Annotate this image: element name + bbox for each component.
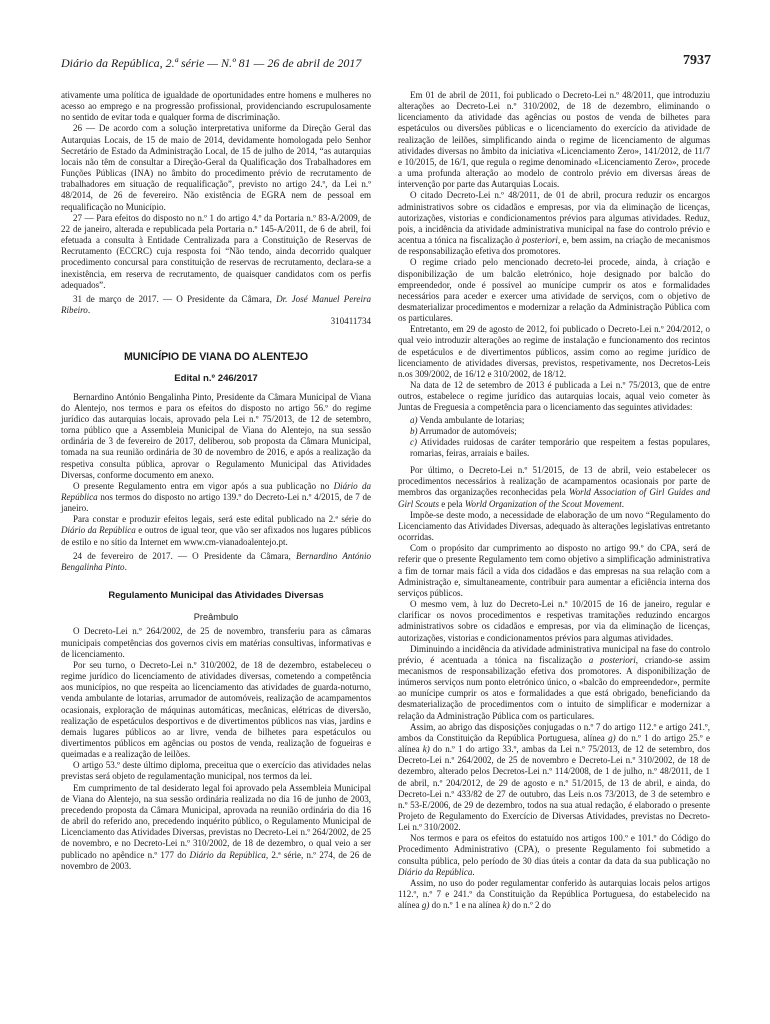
list-text: Atividades ruidosas de caráter temporário que respeitem a festas populares, romarias, feiras, arraiais e bailes. [410,436,710,458]
text-run: do n.º 1 do artigo 25.º e alínea [398,732,710,755]
paragraph: Entretanto, em 29 de agosto de 2012, foi publicado o Decreto-Lei n.º 204/2012, o qual veio introduzir alterações ao regime de instalação e funcionamento dos recintos de espetáculos e de divertimentos públicos, assim como ao regime jurídico de licenciamento de atividades diversas, previstos, respetivamente, nos Decretos-Leis n.os 309/2002, de 16/12 e 310/2002, de 18/12. [398,324,710,379]
italic-run: g) [608,732,616,743]
paragraph: O Decreto-Lei n.º 264/2002, de 25 de novembro, transferiu para as câmaras municipais competências dos governos civis em matérias consultivas, informativas e de licenciamento. [61,626,371,659]
text-run: Em cumprimento de tal desiderato legal foi aprovado pela Assembleia Municipal de Viana do Alentejo, na sua sessão ordinária realizada no dia 16 de junho de 2003, precedendo proposta da Câmara Municipal, aprovada na reunião ordinária do dia 16 de abril do referido ano, precedendo inquérito público, o Regulamento Municipal de Licenciamento das Atividades Diversas, previstas no Decreto-Lei n.º 264/2002, de 25 de novembro, e no Decreto-Lei n.º 310/2002, de 18 de dezembro, o qual veio a ser publicado no apêndice n.º 177 do [61,782,371,860]
paragraph: Bernardino António Bengalinha Pinto, Presidente da Câmara Municipal de Viana do Alentejo, nos termos e para os efeitos do disposto no artigo 56.º do regime jurídico das autarquias locais, aprovado pela Lei n.º 75/2013, de 12 de setembro, torna público que a Assembleia Municipal de Viana do Alentejo, na sua sessão ordinária de 3 de fevereiro de 2017, deliberou, sob proposta da Câmara Municipal, tomada na sua reunião ordinária de 30 de novembro de 2016, e após a realização da respetiva consulta pública, aprovar o Regulamento Municipal das Atividades Diversas, conforme documento em anexo. [61,391,371,480]
list-item [410,437,710,459]
signature-line [61,294,371,316]
text-run: Para constar e produzir efeitos legais, será este edital publicado na 2.ª série do [73,514,371,525]
paragraph: O mesmo vem, à luz do Decreto-Lei n.º 10/2015 de 16 de janeiro, regular e clarificar os novos procedimentos e respetivas tramitações reduzindo encargos administrativos sobre os cidadãos e empresas, por via da eliminação de licenças, autorizações, vistorias e condicionamentos prévios para algumas atividades. [398,599,710,643]
text-run: nos termos do disposto no artigo 139.º do Decreto-Lei n.º 4/2015, de 7 de janeiro. [61,492,371,514]
paragraph [61,514,371,547]
list-label: c) [410,436,418,447]
text-run: , criando-se assim mecanismos de responsabilização efetiva dos promotores. A disponibilização de inúmeros serviços num ponto eletrónico único, o «balcão do empreendedor», permite ao munícipe cumprir os atos e formalidades a que está obrigado, beneficiando da desmaterialização de procedimentos com o intuito de simplificar e modernizar a relação da Administração Pública com os particulares. [398,654,710,721]
paragraph [398,644,710,722]
reference-number: 310411734 [330,316,371,327]
paragraph: Por seu turno, o Decreto-Lei n.º 310/2002, de 18 de dezembro, estabeleceu o regime jurídico do licenciamento de atividades diversas, cometendo a competência aos municípios, no que respeita ao licenciamento das atividades de guarda-noturno, venda ambulante de lotarias, arrumador de automóveis, realização de acampamentos ocasionais, exploração de máquinas automáticas, mecânicas, elétricas de diversão, realização de espetáculos desportivos e de divertimentos públicos nas vias, jardins e demais lugares públicos ao ar livre, venda de bilhetes para espetáculos ou divertimentos públicos em agências ou postos de venda, realização de fogueiras e queimadas e a realização de leilões. [61,659,371,760]
italic-run: Diário da República [61,480,371,502]
text-run: . [472,866,475,877]
running-header [61,53,711,72]
text-run: Por último, o Decreto-Lei n.º 51/2015, de 13 de abril, veio estabelecer os procedimentos necessários à realização de acampamentos ocasionais por parte de membros das organizações reconhecidas pela [398,465,710,498]
italic-run: Diário da República [398,866,473,877]
municipality-heading: MUNICÍPIO DE VIANA DO ALENTEJO [124,351,308,364]
text-run: do n.º 1 e na alínea [429,900,503,911]
paragraph [398,190,710,257]
italic-run: Diário da República [61,525,136,536]
list-item [410,426,710,437]
regulation-title: Regulamento Municipal das Atividades Diversas [108,589,324,601]
paragraph [61,481,371,514]
paragraph: Em 01 de abril de 2011, foi publicado o Decreto-Lei n.º 48/2011, que introduziu alterações ao Decreto-Lei n.º 310/2002, de 18 de dezembro, eliminando o licenciamento da atividade das agências ou postos de venda de bilhetes para espetáculos ou diversões públicas e o licenciamento do exercício da atividade de realização de leilões, simplificando ainda o regime de licenciamento de algumas atividades diversas no âmbito da iniciativa «Licenciamento Zero», 141/2012, de 11/7 e 10/2015, de 16/1, que regula o regime denominado «Licenciamento Zero», procede a uma profunda alteração ao modelo de controlo prévio em diversas áreas de intervenção por parte das Autarquias Locais. [398,90,710,190]
signature-end: . [124,561,127,572]
text-run: Assim, ao abrigo das disposições conjugadas o n.º 7 do artigo 112.º e artigo 241.º, ambos da Constituição da República Portuguesa, alínea [398,721,710,743]
paragraph [398,465,710,510]
list-label: b) [410,425,418,436]
signature-date: 31 de março de 2017. — O Presidente da Câmara, [73,293,277,304]
list-text: Venda ambulante de lotarias; [417,414,525,425]
paragraph: Na data de 12 de setembro de 2013 é publicada a Lei n.º 75/2013, que de entre outros, estabelece o regime jurídico das autarquias locais, aqual veio cometer às Juntas de Freguesia a competência para o licenciamento das seguintes atividades: [398,380,710,413]
text-run: 2.ª série, n.º 274, de 26 de novembro de 2003. [61,849,372,871]
text-run: do n.º 1 do artigo 33.º, ambas da Lei n.º 75/2013, de 12 de setembro, dos Decreto-Lei n.º 264/2002, de 25 de novembro e Decreto-Lei n.º 310/2002, de 18 de dezembro, alterado pelos Decretos-Lei n.º 114/2008, de 1 de julho, n.º 48/2011, de 1 de abril, n.º 204/2012, de 29 de agosto e n.º 51/2015, de 13 de abril, e ainda, do Decreto-Lei n.º 433/82 de 27 de outubro, das Leis n.os 73/2013, de 3 de setembro e n.º 53-E/2006, de 29 de dezembro, todos na sua atual redação, é elaborado o presente Projeto de Regulamento do Exercício de Diversas Atividades, previstas no Decreto-Lei n.º 310/2002. [398,744,710,833]
text-run: e outros de igual teor, que vão ser afixados nos lugares públicos de estilo e no sítio da Internet em www.cm-vianadoalentejo.pt. [61,525,371,547]
list-item [410,415,710,426]
preamble-heading: Preâmbulo [193,612,239,623]
journal-title: Diário da República, 2.ª série — N.º 81 — 26 de abril de 2017 [61,56,362,70]
paragraph [398,833,710,878]
italic-run: a posteriori [588,654,636,665]
italic-run: World Organization of the Scout Movement [464,498,622,509]
signatory-name: Bernardino António Bengalinha Pinto [61,550,371,572]
italic-run: à posteriori [515,235,558,246]
text-run: O presente Regulamento entra em vigor após a sua publicação no [73,480,334,491]
paragraph: 26 — De acordo com a solução interpretativa uniforme da Direção Geral das Autarquias Locais, de 15 de maio de 2014, devidamente homologada pelo Senhor Secretário de Estado da Administração Local, de 15 de julho de 2014, “as autarquias locais não têm de consultar a Direção-Geral da Qualificação dos Trabalhadores em Funções Públicas (INA) no âmbito do procedimento prévio de recrutamento de trabalhadores em situação de requalificação”, previsto no artigo 24.º, da Lei n.º 48/2014, de 26 de fevereiro. Não existência de EGRA nem de pessoal em requalificação no Município. [61,123,371,212]
right-column [398,90,710,911]
italic-run: k) [502,900,510,911]
paragraph [398,722,710,834]
signature-date: 24 de fevereiro de 2017. — O Presidente da Câmara, [73,550,296,561]
activities-list [398,415,710,460]
italic-run: g) [421,900,430,911]
page-number: 7937 [683,53,711,68]
signature-line [61,551,371,573]
italic-run: World Association of Girl Guides and Girl Scouts [398,487,710,509]
text-run: e pela [438,498,465,509]
italic-run: Diário da República, [189,849,269,860]
paragraph: Com o propósito dar cumprimento ao disposto no artigo 99.º do CPA, será de referir que o presente Regulamento tem como objetivo a simplificação administrativa a fim de tornar mais fácil a vida dos cidadãos e das empresas na sua relação com a Administração e, simultaneamente, contribuir para aumentar a eficiência interna dos serviços públicos. [398,543,710,598]
paragraph [61,783,371,872]
text-run: Nos termos e para os efeitos do estatuído nos artigos 100.º e 101.º do Código do Procedimento Administrativo (CPA), o presente Regulamento foi submetido a consulta pública, pelo período de 30 dias úteis a contar da data da sua publicação no [398,833,710,866]
paragraph: 27 — Para efeitos do disposto no n.º 1 do artigo 4.º da Portaria n.º 83-A/2009, de 22 de janeiro, alterada e republicada pela Portaria n.º 145-A/2011, de 6 de abril, foi efetuada a consulta à Entidade Centralizada para a Constituição de Reservas de Recrutamento (ECCRC) cuja resposta foi “Não tendo, ainda decorrido qualquer procedimento concursal para constituição de reservas de recrutamento, declara-se a inexistência, em reserva de recrutamento, de quaisquer candidatos com os perfis adequados”. [61,212,371,290]
paragraph: O regime criado pelo mencionado decreto-lei procede, ainda, à criação e disponibilização de um balcão eletrónico, hoje designado por balcão do empreendedor, onde é possível ao munícipe cumprir os atos e formalidades necessários para aceder e exercer uma atividade de serviços, com o objetivo de desmaterializar procedimentos e modernizar a relação da Administração Pública com os particulares. [398,257,710,324]
text-run: do n.º 2 do [509,900,551,911]
signatory-name: Dr. José Manuel Pereira Ribeiro [61,293,371,315]
list-text: Arrumador de automóveis; [417,425,517,436]
left-column [61,90,371,872]
text-run: , e, bem assim, na criação de mecanismos de responsabilização efetiva dos promotores. [398,235,710,257]
paragraph: O artigo 53.º deste último diploma, preceitua que o exercício das atividades nelas previstas será objeto de regulamentação municipal, nos termos da lei. [61,760,371,782]
list-label: a) [410,414,418,425]
paragraph: ativamente uma política de igualdade de oportunidades entre homens e mulheres no acesso ao emprego e na progressão profissional, providenciando escrupulosamente no sentido de evitar toda e qualquer forma de discriminação. [61,90,371,123]
signature-end: . [87,304,91,315]
paragraph: Impõe-se deste modo, a necessidade de elaboração de um novo “Regulamento do Licenciamento das Atividades Diversas, adequado às alterações legislativas entretanto ocorridas. [398,509,710,543]
text-run: Diminuindo a incidência da atividade administrativa municipal na fase do controlo prévio, é acentuada a tónica na fiscalização [398,643,710,665]
italic-run: k) [422,744,430,755]
paragraph [398,878,710,911]
edital-heading: Edital n.º 246/2017 [174,373,258,385]
text-run: . [621,498,624,509]
text-run: Assim, no uso do poder regulamentar conferido às autarquias locais pelos artigos 112.º, n.º 7 e 241.º da Constituição da República Portuguesa, do estabelecido na alínea [398,877,710,911]
text-run: O citado Decreto-Lei n.º 48/2011, de 01 de abril, procura reduzir os encargos administrativos sobre os cidadãos e empresas, por via da eliminação de licenças, autorizações, vistorias e condicionamentos prévios para algumas atividades. Reduz, pois, a incidência da atividade administrativa municipal na fase do controlo prévio e acentua a tónica na fiscalização [398,190,710,246]
